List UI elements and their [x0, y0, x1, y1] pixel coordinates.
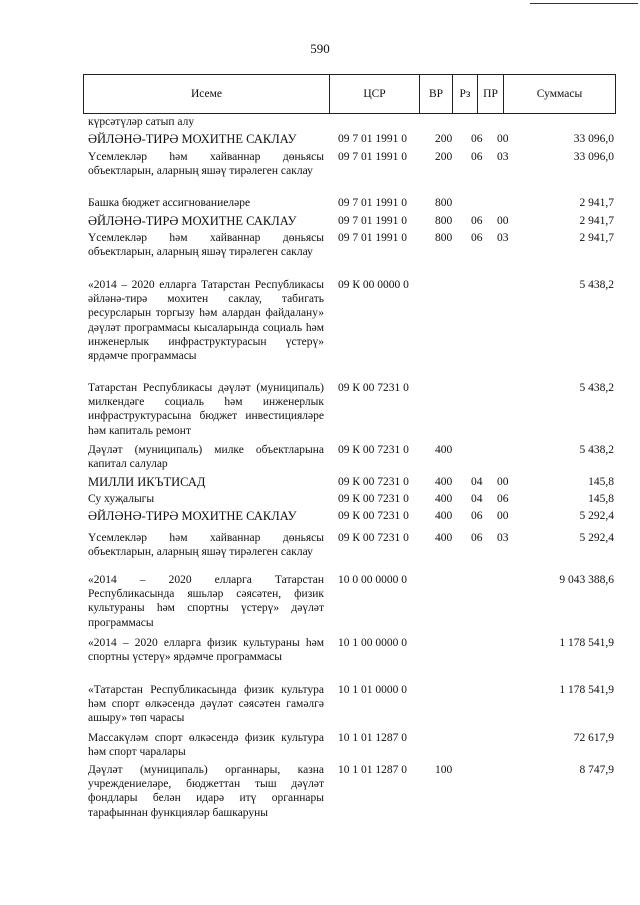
- row-rz: 06: [471, 215, 483, 227]
- row-vr: 800: [435, 215, 453, 227]
- row-vr: 800: [435, 197, 453, 209]
- header-name: Исеме: [84, 75, 330, 114]
- row-name: Дәүләт (муниципаль) милке объектларына капитал салулар: [88, 444, 324, 471]
- row-csr: 09 К 00 0000 0: [338, 279, 409, 291]
- header-pr: ПР: [478, 75, 504, 114]
- row-pr: 06: [497, 493, 509, 505]
- row-rz: 06: [471, 532, 483, 544]
- row-sum: 72 617,9: [573, 732, 614, 744]
- row-name: ӘЙЛӘНӘ-ТИРӘ МОХИТНЕ САКЛАУ: [88, 132, 297, 146]
- row-name: ӘЙЛӘНӘ-ТИРӘ МОХИТНЕ САКЛАУ: [88, 214, 297, 228]
- row-name: «2014 – 2020 елларга физик культураны һәм спортны үстерү» ярдәмче программасы: [88, 637, 324, 664]
- row-name: Дәүләт (муниципаль) органнары, казна учреждениеләре, бюджеттан тыш дәүләт фондлары белән идарә итү органнары тарафыннан функцияләр башкаруны: [88, 764, 324, 819]
- row-csr: 09 7 01 1991 0: [338, 133, 407, 145]
- row-vr: 400: [435, 493, 453, 505]
- row-sum: 5 292,4: [579, 510, 614, 522]
- row-name: Татарстан Республикасы дәүләт (муниципаль) милкендәге социаль һәм инженерлык инфраструктурасына бюджет инвестицияләре һәм капиталь ремонт: [88, 382, 324, 437]
- row-rz: 04: [471, 493, 483, 505]
- row-csr: 09 К 00 7231 0: [338, 493, 409, 505]
- row-csr: 09 К 00 7231 0: [338, 510, 409, 522]
- row-csr: 09 К 00 7231 0: [338, 476, 409, 488]
- row-rz: 06: [471, 232, 483, 244]
- row-name: МИЛЛИ ИКЪТИСАД: [88, 475, 206, 489]
- row-rz: 04: [471, 476, 483, 488]
- row-name: Үсемлекләр һәм хайваннар дөньясы объектларын, аларның яшәү тирәлеген саклау: [88, 232, 324, 259]
- row-sum: 145,8: [588, 476, 614, 488]
- row-vr: 400: [435, 444, 453, 456]
- row-sum: 33 096,0: [573, 151, 614, 163]
- row-sum: 2 941,7: [579, 232, 614, 244]
- row-name: Башка бюджет ассигнованиеләре: [88, 197, 251, 209]
- row-csr: 10 0 00 0000 0: [338, 574, 407, 586]
- row-csr: 09 К 00 7231 0: [338, 444, 409, 456]
- row-name: ӘЙЛӘНӘ-ТИРӘ МОХИТНЕ САКЛАУ: [88, 509, 297, 523]
- row-name: Су хуҗалыгы: [88, 493, 155, 505]
- row-csr: 10 1 00 0000 0: [338, 637, 407, 649]
- row-vr: 400: [435, 476, 453, 488]
- row-sum: 2 941,7: [579, 215, 614, 227]
- row-sum: 145,8: [588, 493, 614, 505]
- row-name: «2014 – 2020 елларга Татарстан Республикасы әйләнә-тирә мохитен саклау, табигать ресурсларын торгызу һәм алардан файдалану» дәүләт программасы кысаларында социаль һәм инженерлык инфраструктурасын үстерү» ярдәмче программасы: [88, 279, 324, 363]
- header-csr: ЦСР: [330, 75, 420, 114]
- header-rz: Рз: [453, 75, 478, 114]
- row-vr: 400: [435, 532, 453, 544]
- row-name: күрсәтүләр сатып алу: [88, 116, 195, 128]
- row-name: Үсемлекләр һәм хайваннар дөньясы объектларын, аларның яшәү тирәлеген саклау: [88, 532, 324, 559]
- row-sum: 5 438,2: [579, 444, 614, 456]
- row-rz: 06: [471, 151, 483, 163]
- row-sum: 1 178 541,9: [559, 684, 614, 696]
- page-number: 590: [310, 41, 330, 56]
- row-pr: 00: [497, 510, 509, 522]
- row-name: Үсемлекләр һәм хайваннар дөньясы объектларын, аларның яшәү тирәлеген саклау: [88, 151, 324, 178]
- row-name: «Татарстан Республикасында физик культура һәм спорт өлкәсендә дәүләт сәясәтен гамәлгә ашыру» төп чарасы: [88, 684, 324, 725]
- top-rule: [530, 3, 638, 4]
- row-sum: 5 292,4: [579, 532, 614, 544]
- row-pr: 03: [497, 151, 509, 163]
- row-sum: 1 178 541,9: [559, 637, 614, 649]
- row-csr: 10 1 01 0000 0: [338, 684, 407, 696]
- row-vr: 200: [435, 151, 453, 163]
- row-csr: 09 7 01 1991 0: [338, 197, 407, 209]
- row-vr: 400: [435, 510, 453, 522]
- row-sum: 33 096,0: [573, 133, 614, 145]
- row-sum: 5 438,2: [579, 382, 614, 394]
- row-vr: 800: [435, 232, 453, 244]
- row-csr: 09 7 01 1991 0: [338, 232, 407, 244]
- table-header: [83, 74, 616, 114]
- row-pr: 03: [497, 232, 509, 244]
- row-pr: 00: [497, 476, 509, 488]
- row-vr: 100: [435, 764, 453, 776]
- row-rz: 06: [471, 510, 483, 522]
- row-sum: 5 438,2: [579, 279, 614, 291]
- row-csr: 09 К 00 7231 0: [338, 382, 409, 394]
- row-pr: 00: [497, 215, 509, 227]
- row-csr: 09 7 01 1991 0: [338, 215, 407, 227]
- row-sum: 8 747,9: [579, 764, 614, 776]
- row-csr: 09 К 00 7231 0: [338, 532, 409, 544]
- row-sum: 9 043 388,6: [559, 574, 614, 586]
- row-csr: 10 1 01 1287 0: [338, 732, 407, 744]
- row-pr: 00: [497, 133, 509, 145]
- row-rz: 06: [471, 133, 483, 145]
- header-sum: Суммасы: [504, 75, 616, 114]
- row-pr: 03: [497, 532, 509, 544]
- row-csr: 09 7 01 1991 0: [338, 151, 407, 163]
- row-name: «2014 – 2020 елларга Татарстан Республикасында яшьләр сәясәтен, физик культураны һәм спортны үстерү» дәүләт программасы: [88, 574, 324, 629]
- row-name: Массакүләм спорт өлкәсендә физик культура һәм спорт чаралары: [88, 732, 324, 759]
- row-csr: 10 1 01 1287 0: [338, 764, 407, 776]
- row-sum: 2 941,7: [579, 197, 614, 209]
- header-vr: ВР: [420, 75, 453, 114]
- row-vr: 200: [435, 133, 453, 145]
